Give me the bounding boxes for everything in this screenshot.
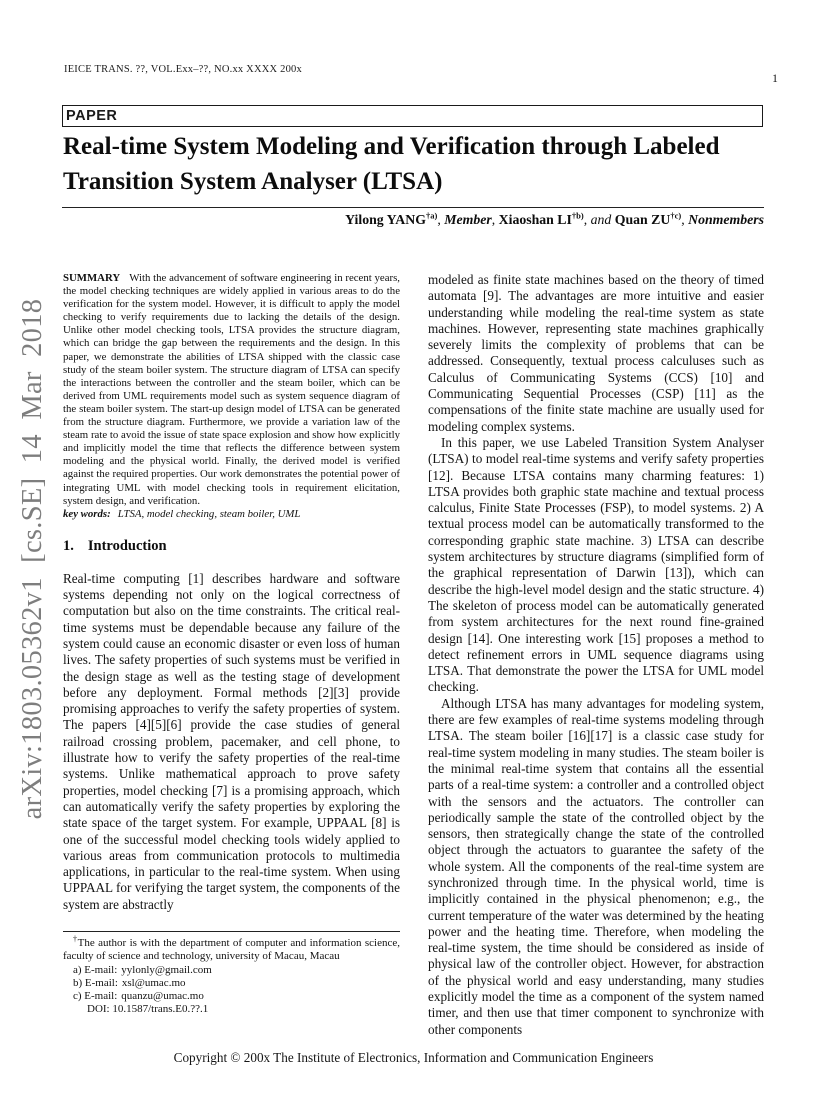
intro-paragraph: Real-time computing [1] describes hardware and software systems depending not only on the logical correctness of computation but also on the time constraints. The critical real-time systems must be dependable because any failure of the system could cause an economic disaster or even loss of human lives. The safety properties of such systems must be verified in the design stage as well as the testing stage of development before any deployment. Formal methods [2][3] provide promising approaches to verify the safety properties of system. The papers [4][5][6] provide the case studies of general railroad crossing problem, pacemaker, and cell phone, to illustrate how to verify the safety properties of the real-time systems. Unlike mathematical approach to prove safety properties, model checking [7] is a promising approach, which can automatically verify the safety properties by exploring the state space of the target system. For example, UPPAAL [8] is one of the successful model checking tools widely applied to various areas from communication protocols to multimedia applications, in particular to the real-time system. When using UPPAAL for verifying the target system, the components of the system are abstractly (63, 570, 400, 912)
author-affmark-3: †c) (670, 210, 682, 221)
authors-line (62, 212, 764, 228)
abstract-text: With the advancement of software engineering in recent years, the model checking techniques are widely applied in various areas to do the verification for the system model. However, it is difficult to apply the model checking to verify requirements due to lacking the details of the design. Unlike other model checking tools, LTSA provides the structure diagram, which can bridge the gap between the requirements and the design. In this paper, we demonstrate the abilities of LTSA shipped with the classic case study of the steam boiler system. The structure diagram of LTSA can specify the interactions between the controller and the steam boiler, which can be derived from UML requirements model such as system sequence diagram of the steam boiler system. The start-up design model of LTSA can be generated from the structure diagram. Furthermore, we provide a variation law of the steam rate to avoid the issue of state space explosion and show how explicitly and implicitly model the time that reflects the difference between system modeling and the physical world. Finally, the derived model is verified against the required properties. Our work demonstrates the potential power of integrating UML with model checking tools in requirement elicitation, system design, and verification. (63, 272, 400, 507)
author-affmark-2: †b) (571, 210, 584, 221)
paper-title: Real-time System Modeling and Verification through Labeled Transition System Analyser (LTSA) (63, 133, 720, 195)
keywords-label: key words: (63, 507, 111, 520)
arxiv-watermark: arXiv:1803.05362v1 [cs.SE] 14 Mar 2018 (17, 298, 48, 820)
author-separator: , (491, 212, 499, 227)
email-label: c) E-mail: (73, 990, 118, 1003)
email-address: yylonly@gmail.com (121, 963, 212, 976)
body-paragraph: In this paper, we use Labeled Transition System Analyser (LTSA) to model real-time systems and verify safety properties [12]. Because LTSA contains many charming features: 1) LTSA provides both graphic state machine and textual process calculus, Finite State Processes (FSP), to model systems. 2) A textual process model can be automatically transformed to the corresponding graphic state machine. 3) LTSA can describe system architectures by structure diagrams (simplified form of the graphical representation of Darwin [13]), which can describe the high-level model design and the static structure. 4) The skeleton of process model can be automatically generated from system architectures for the next round fine-grained design [14]. One interesting work [15] proposes a method to detect refinement errors in UML sequence diagrams using LTSA. That demonstrate the power the LTSA for UML model checking. (428, 434, 764, 695)
author-separator: , (681, 212, 689, 227)
page-number: 1 (772, 73, 778, 85)
email-label: a) E-mail: (73, 963, 118, 976)
footnote-email-a (63, 964, 400, 977)
author-name-3: Quan ZU (614, 212, 671, 227)
email-address: quanzu@umac.mo (121, 990, 204, 1003)
email-address: xsl@umac.mo (121, 976, 186, 989)
body-paragraph: Although LTSA has many advantages for modeling system, there are few examples of real-time systems modeling through LTSA. The steam boiler [16][17] is a classic case study for real-time system modeling in many studies. The steam boiler is the minimal real-time system that contains all the essential parts of a real-time system: a controller and a controlled object with the sensors and the actuators. The controller can periodically sample the state of the controlled object by the sensors, then strategically change the state of the controlled object through the actuators to guarantee the safety of the whole system. All the components of the real-time system are synchronized through time. In the physical world, time is implicitly contained in the physical phenomenon; e.g., the current temperature of the water was determined by the heating power and the heating time. Therefore, when modeling the real-time system, the time should be considered as inside of physical law of the controller object. However, for abstraction of the physical world and easy understanding, many studies explicitly model the time as a component of the system named timer, and then use that timer component to synchronize with other components (428, 695, 764, 1037)
footnote-block (63, 931, 400, 1017)
footnote-email-c (63, 990, 400, 1003)
left-column (63, 272, 400, 913)
author-separator: , (583, 212, 591, 227)
abstract (63, 272, 400, 508)
keywords-line (63, 508, 400, 521)
paper-type-label: PAPER (66, 108, 118, 124)
paper-type-banner (62, 105, 763, 127)
footnote-affiliation-text: The author is with the department of computer and information science, faculty of science and technology, university of Macau, Macau (63, 937, 400, 963)
footnote-doi: DOI: 10.1587/trans.E0.??.1 (87, 1003, 209, 1016)
body-paragraph: modeled as finite state machines based on the theory of timed automata [9]. The advantages are more intuitive and easier understanding while modeling the real-time system as state machines. However, representing state machines graphically severely limits the complexity of problems that can be addressed. Consequently, textual process calculuses such as Calculus of Communicating Systems (CCS) [10] and Communicating Sequential Processes (CSP) [11] as the compensations of the finite state machine are usually used for modeling complex systems. (428, 272, 764, 434)
author-separator: , (437, 212, 445, 227)
section-heading-introduction (63, 538, 400, 555)
right-column (428, 272, 764, 1038)
abstract-label: SUMMARY (63, 272, 121, 284)
footnote-affiliation (63, 934, 400, 964)
author-name-1: Yilong YANG (345, 212, 426, 227)
author-status-3: Nonmembers (688, 212, 764, 227)
section-title: Introduction (87, 537, 167, 554)
copyright-footer: Copyright © 200x The Institute of Electronics, Information and Communication Engineers (173, 1050, 654, 1065)
author-affmark-1: †a) (425, 210, 438, 221)
author-status-1: Member (444, 212, 492, 227)
author-name-2: Xiaoshan LI (498, 212, 572, 227)
dagger-mark: † (73, 934, 78, 944)
section-number: 1. (63, 537, 74, 554)
running-header: IEICE TRANS. ??, VOL.Exx–??, NO.xx XXXX 200x (64, 64, 302, 75)
footnote-email-b (63, 977, 400, 990)
email-label: b) E-mail: (73, 976, 118, 989)
author-and: and (590, 212, 615, 227)
author-divider-rule (62, 207, 764, 208)
keywords-text: LTSA, model checking, steam boiler, UML (117, 507, 301, 520)
